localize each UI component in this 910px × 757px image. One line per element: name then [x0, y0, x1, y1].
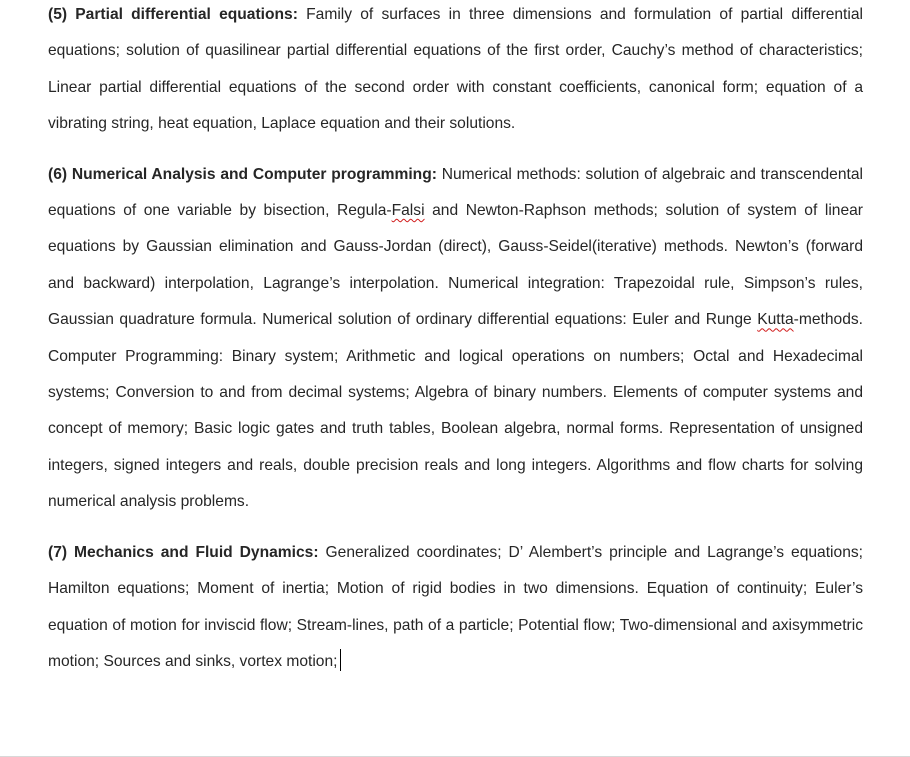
section-heading: (7) Mechanics and Fluid Dynamics: [48, 543, 319, 561]
document-body[interactable] [48, 0, 863, 680]
text-cursor [340, 649, 341, 671]
section-partial-differential-equations [48, 0, 863, 143]
section-heading: (5) Partial differential equations: [48, 6, 298, 23]
section-text: -methods. Computer Programming: Binary system; Arithmetic and logical operations on numbers; Octal and Hexadecimal systems; Conversion to and from decimal systems; Algebra of binary numbers. Elements of computer systems and concept of memory; Basic logic gates and truth tables, Boolean algebra, normal forms. Representation of unsigned integers, signed integers and reals, double precision reals and long integers. Algorithms and flow charts for solving numerical analysis problems. [48, 311, 863, 511]
section-text: and Newton-Raphson methods; solution of system of linear equations by Gaussian elimination and Gauss-Jordan (direct), Gauss-Seidel(iterative) methods. Newton’s (forward and backward) interpolation, Lagrange’s interpolation. Numerical integration: Trapezoidal rule, Simpson’s rules, Gaussian quadrature formula. Numerical solution of ordinary differential equations: Euler and Runge [48, 202, 863, 329]
section-numerical-analysis [48, 157, 863, 521]
spellcheck-flagged-word[interactable]: Falsi [391, 202, 425, 220]
spellcheck-flagged-word[interactable]: Kutta [757, 311, 794, 329]
section-text: Generalized coordinates; D’ Alembert’s principle and Lagrange’s equations; Hamilton equations; Moment of inertia; Motion of rigid bodies in two dimensions. Equation of continuity; Euler’s equation of motion for inviscid flow; Stream-lines, path of a particle; Potential flow; Two-dimensional and axisymmetric motion; Sources and sinks, vortex motion; [48, 543, 863, 670]
section-text: Family of surfaces in three dimensions and formulation of partial differential equations; solution of quasilinear partial differential equations of the first order, Cauchy’s method of characteristics; Linear partial differential equations of the second order with constant coefficients, canonical form; equation of a vibrating string, heat equation, Laplace equation and their solutions. [48, 6, 863, 133]
section-mechanics-fluid-dynamics [48, 535, 863, 681]
section-text: Numerical methods: solution of algebraic and transcendental equations of one variable by bisection, Regula- [48, 165, 863, 220]
section-heading: (6) Numerical Analysis and Computer programming: [48, 165, 437, 183]
